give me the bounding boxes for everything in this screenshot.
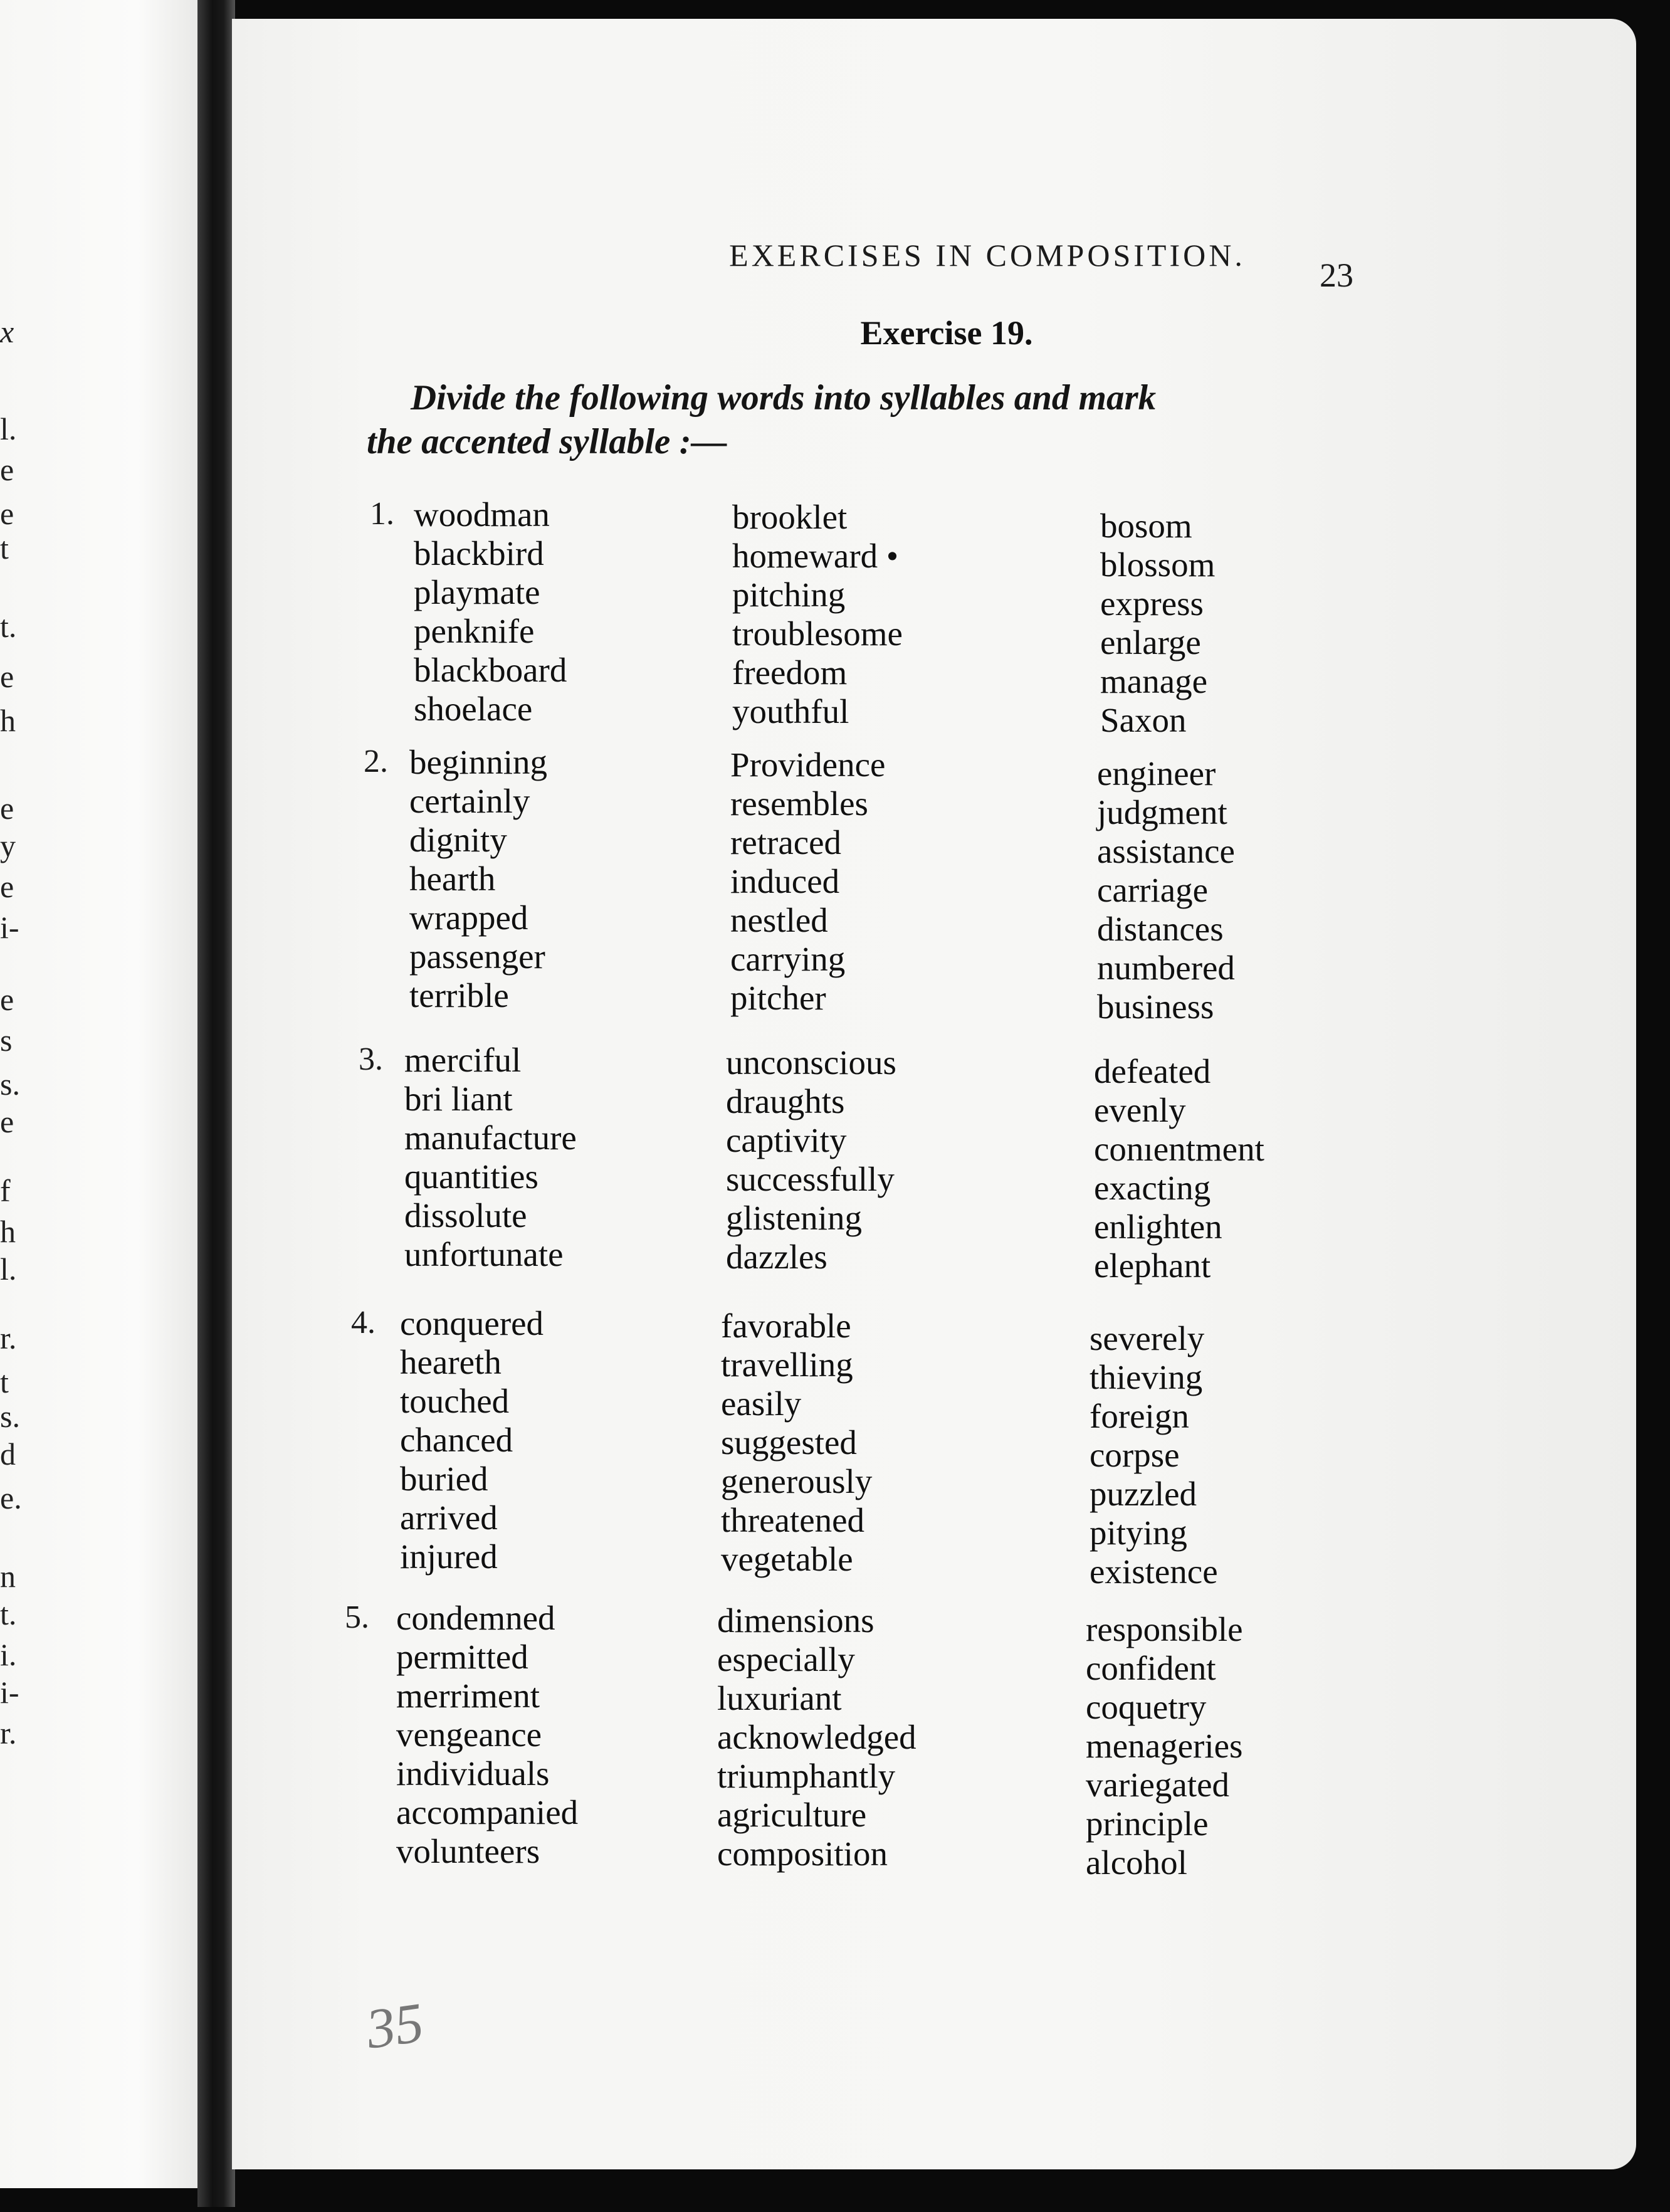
facing-page-letter: y <box>0 828 16 863</box>
word-item: unconscious <box>726 1043 896 1082</box>
group-number: 2. <box>364 744 388 779</box>
word-item: assistance <box>1097 832 1235 870</box>
word-item: dignity <box>409 821 507 859</box>
word-column-2 <box>732 498 903 731</box>
word-item: pitcher <box>730 979 826 1017</box>
word-item: carrying <box>730 940 846 978</box>
facing-page-letter: l. <box>0 1251 17 1287</box>
facing-page-letter: t <box>0 530 9 566</box>
word-item: captivity <box>726 1121 847 1159</box>
word-item: business <box>1097 988 1214 1026</box>
word-column-3 <box>1094 1052 1264 1285</box>
word-item: especially <box>717 1640 855 1678</box>
word-item: engineer <box>1097 754 1216 793</box>
word-item: blackbird <box>414 534 544 572</box>
word-item: alcohol <box>1086 1843 1187 1882</box>
word-item: penknife <box>414 612 535 650</box>
word-item: conıentment <box>1094 1130 1264 1168</box>
word-item: distances <box>1097 910 1224 948</box>
word-item: condemned <box>396 1599 555 1637</box>
word-item: defeated <box>1094 1052 1211 1090</box>
group-number: 1. <box>370 496 394 532</box>
word-item: responsible <box>1086 1610 1243 1648</box>
facing-page-letter: e <box>0 452 14 487</box>
word-item: agriculture <box>717 1796 867 1834</box>
word-item: buried <box>400 1460 488 1498</box>
word-item: favorable <box>721 1307 851 1345</box>
word-item: blossom <box>1100 545 1216 584</box>
word-item: confident <box>1086 1649 1216 1687</box>
word-item: vegetable <box>721 1540 853 1578</box>
word-item: vengeance <box>396 1715 542 1754</box>
word-item: heareth <box>400 1343 502 1381</box>
book-page <box>232 19 1636 2169</box>
word-item: puzzled <box>1090 1475 1197 1513</box>
word-item: accompanied <box>396 1793 579 1831</box>
word-item: quantities <box>404 1157 538 1196</box>
facing-page-letter: i- <box>0 1675 19 1710</box>
exercise-title: Exercise 19. <box>860 314 1033 352</box>
word-item: draughts <box>726 1082 845 1120</box>
word-item: permitted <box>396 1638 528 1676</box>
word-item: terrible <box>409 976 509 1014</box>
pencil-mark: 35 <box>362 1991 428 2061</box>
facing-page-letter: h <box>0 1214 16 1249</box>
word-column-1 <box>409 743 547 1015</box>
word-item: pitching <box>732 576 846 614</box>
word-item: numbered <box>1097 949 1235 987</box>
facing-page-letter: s. <box>0 1399 20 1434</box>
word-item: express <box>1100 584 1204 623</box>
word-item: induced <box>730 862 840 900</box>
word-item: youthful <box>732 692 849 730</box>
word-column-1 <box>404 1041 577 1274</box>
group-number: 3. <box>359 1041 383 1077</box>
running-head: EXERCISES IN COMPOSITION. <box>729 238 1246 273</box>
word-item: passenger <box>409 937 545 976</box>
word-item: homeward • <box>732 537 899 575</box>
page-number: 23 <box>1320 256 1353 294</box>
word-item: threatened <box>721 1501 865 1539</box>
instructions-line-1: Divide the following words into syllables and mark <box>411 378 1157 418</box>
word-item: foreign <box>1090 1397 1189 1435</box>
word-item: pitying <box>1090 1514 1187 1552</box>
word-item: manage <box>1100 662 1208 700</box>
facing-page-letter: t. <box>0 609 17 644</box>
word-item: chanced <box>400 1421 513 1459</box>
word-item: manufacture <box>404 1119 577 1157</box>
word-item: bosom <box>1100 507 1192 545</box>
group-number: 4. <box>351 1305 375 1340</box>
word-item: unfortunate <box>404 1235 564 1273</box>
word-item: hearth <box>409 860 496 898</box>
word-item: corpse <box>1090 1436 1180 1474</box>
word-column-1 <box>396 1599 578 1871</box>
word-item: dissolute <box>404 1196 527 1235</box>
facing-page-letter: d <box>0 1436 16 1472</box>
word-item: successfully <box>726 1160 895 1198</box>
facing-page-letter: h <box>0 703 16 738</box>
word-item: evenly <box>1094 1091 1186 1129</box>
word-column-3 <box>1086 1610 1243 1882</box>
word-column-2 <box>726 1043 896 1277</box>
word-item: menageries <box>1086 1727 1243 1765</box>
facing-page-letter: e <box>0 791 14 826</box>
word-item: wrapped <box>409 898 528 937</box>
word-item: conquered <box>400 1304 544 1342</box>
word-item: troublesome <box>732 614 903 653</box>
word-column-1 <box>414 495 567 729</box>
facing-page-letter: x <box>0 314 14 349</box>
word-item: generously <box>721 1462 873 1500</box>
word-item: retraced <box>730 823 842 861</box>
word-item: thieving <box>1090 1358 1203 1396</box>
word-item: judgment <box>1097 793 1227 831</box>
word-item: acknowledged <box>717 1718 916 1756</box>
word-item: dimensions <box>717 1601 874 1640</box>
word-item: woodman <box>414 495 550 534</box>
instructions <box>367 376 1345 464</box>
facing-page-letter: e <box>0 659 14 694</box>
word-item: resembles <box>730 784 868 823</box>
facing-page-letter: r. <box>0 1715 17 1751</box>
facing-page-edge <box>0 0 197 2188</box>
word-item: composition <box>717 1835 888 1873</box>
facing-page-letter: i. <box>0 1637 17 1672</box>
book-gutter <box>197 0 235 2207</box>
word-item: injured <box>400 1537 498 1576</box>
facing-page-letter: i- <box>0 910 19 945</box>
word-item: exacting <box>1094 1169 1211 1207</box>
word-column-2 <box>717 1601 916 1873</box>
word-item: Saxon <box>1100 701 1187 739</box>
word-item: existence <box>1090 1552 1218 1591</box>
word-item: enlighten <box>1094 1208 1222 1246</box>
word-item: volunteers <box>396 1832 540 1870</box>
word-item: beginning <box>409 743 547 781</box>
facing-page-letter: e <box>0 496 14 531</box>
facing-page-letter: l. <box>0 411 17 446</box>
word-column-3 <box>1090 1319 1218 1591</box>
word-item: severely <box>1090 1319 1205 1357</box>
word-item: merciful <box>404 1041 522 1079</box>
word-item: playmate <box>414 573 540 611</box>
facing-page-letter: r. <box>0 1320 17 1356</box>
word-item: variegated <box>1086 1766 1230 1804</box>
word-item: principle <box>1086 1804 1209 1843</box>
word-item: shoelace <box>414 690 533 728</box>
word-item: elephant <box>1094 1246 1211 1285</box>
word-item: coquetry <box>1086 1688 1207 1726</box>
facing-page-letter: s. <box>0 1066 20 1102</box>
word-item: touched <box>400 1382 510 1420</box>
facing-page-letter: e <box>0 1104 14 1139</box>
word-item: certainly <box>409 782 530 820</box>
word-column-3 <box>1097 754 1235 1026</box>
word-item: carriage <box>1097 871 1209 909</box>
facing-page-letter: s <box>0 1023 13 1058</box>
facing-page-letter: f <box>0 1173 11 1208</box>
word-item: individuals <box>396 1754 550 1793</box>
word-item: Providence <box>730 745 886 784</box>
facing-page-letter: n <box>0 1559 16 1594</box>
word-item: suggested <box>721 1423 857 1462</box>
word-item: dazzles <box>726 1238 827 1276</box>
word-column-1 <box>400 1304 544 1576</box>
word-item: nestled <box>730 901 828 939</box>
word-item: bri liant <box>404 1080 513 1118</box>
word-item: merriment <box>396 1677 540 1715</box>
word-item: brooklet <box>732 498 848 536</box>
facing-page-letter: t <box>0 1364 9 1399</box>
facing-page-letter: t. <box>0 1596 17 1631</box>
word-item: luxuriant <box>717 1679 842 1717</box>
group-number: 5. <box>345 1599 369 1635</box>
word-item: enlarge <box>1100 623 1201 661</box>
word-item: arrived <box>400 1498 498 1537</box>
word-item: triumphantly <box>717 1757 896 1795</box>
word-column-2 <box>730 745 885 1018</box>
word-item: travelling <box>721 1346 853 1384</box>
word-column-2 <box>721 1307 872 1579</box>
word-item: blackboard <box>414 651 567 689</box>
word-item: freedom <box>732 653 848 692</box>
instructions-line-2: the accented syllable :— <box>367 422 727 461</box>
word-column-3 <box>1100 507 1215 740</box>
facing-page-letter: e. <box>0 1480 22 1515</box>
word-item: glistening <box>726 1199 862 1237</box>
facing-page-letter: e <box>0 982 14 1017</box>
facing-page-letter: e <box>0 869 14 904</box>
word-item: easily <box>721 1384 802 1423</box>
